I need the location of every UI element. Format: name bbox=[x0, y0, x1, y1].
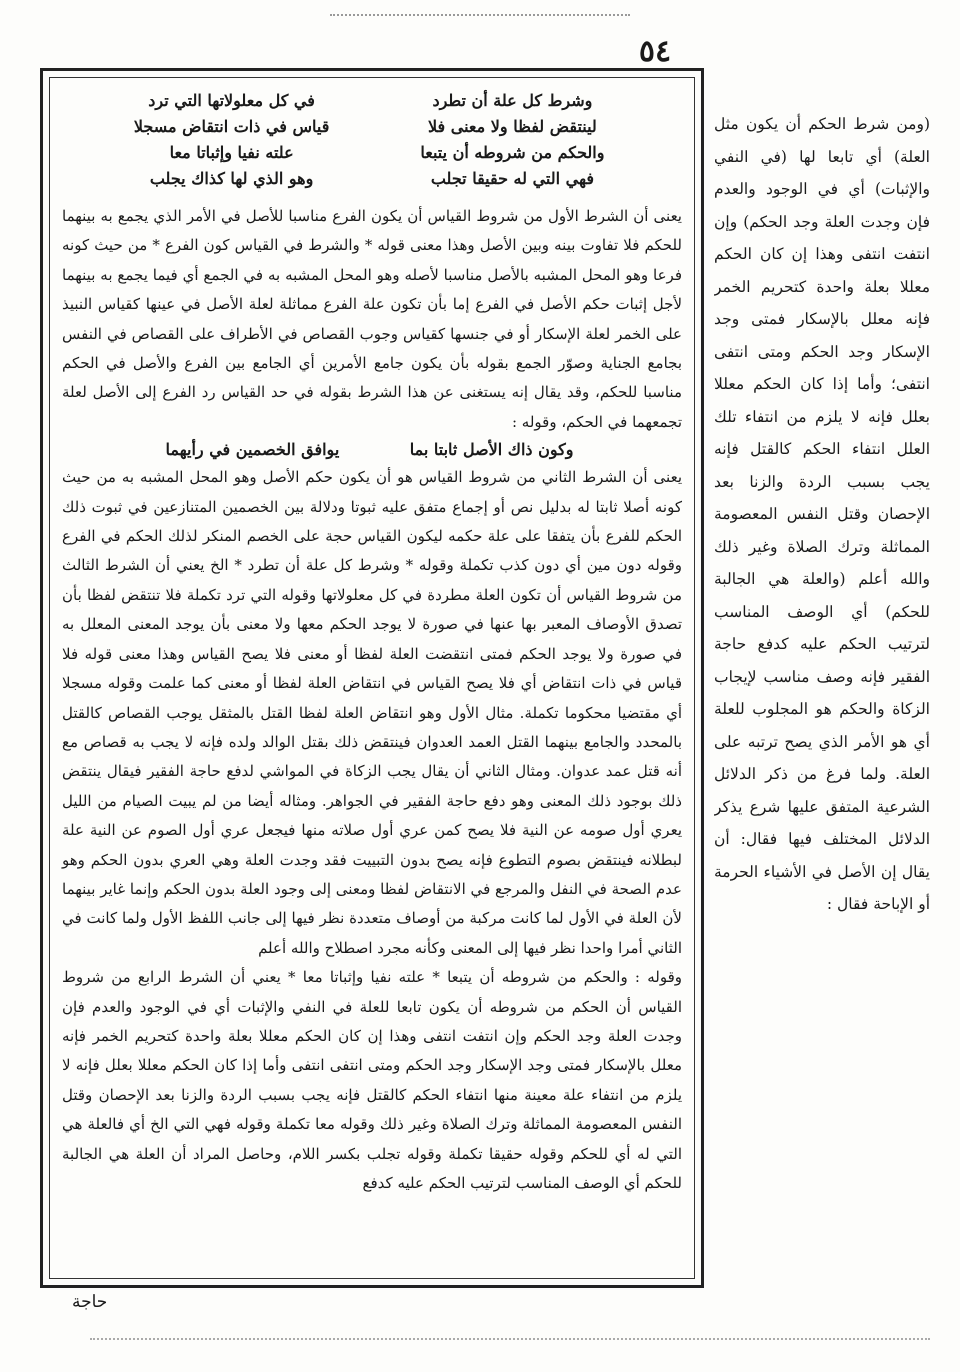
verse-line bbox=[102, 114, 642, 140]
main-text-frame bbox=[40, 68, 704, 1288]
verse-block bbox=[62, 84, 682, 198]
verse-hemistich: في كل معلولاتها التي ترد bbox=[148, 91, 315, 110]
verse-hemistich: يوافق الخصمين في رأيهما bbox=[165, 440, 340, 460]
verse-hemistich: وشرط كل علة أن تطرد bbox=[432, 91, 593, 110]
commentary-paragraph: وقوله : والحكم من شروطه أن يتبعا * علته نفيا وإثباتا معا * يعني أن الشرط الرابع من شروط القياس أن الحكم من شروطه أن يكون تابعا للعلة في النفي والإثبات أي في الوجود والعدم فإن وجدت العلة وجد الحكم وإن انتفت انتفى وهذا إن كان الحكم معللا بعلة واحدة كتحريم الخمر فإنه معلل بالإسكار فمتى وجد الإسكار وجد الحكم ومتى انتفى انتفى وأما إذا كان الحكم معللا بعلل فإنه لا يلزم من انتفاء علة معينة منها انتفاء الحكم كالقتل فإنه يجب بسبب الردة والزنا بعد الإحصان وقتل النفس المعصومة المماثلة وترك الصلاة وغير ذلك وقوله معا تكملة وقوله فهي التي الخ أي فالعلة هي التي له أي للحكم وقوله حقيقا تكملة وقوله تجلب بكسر اللام، وحاصل المراد أن العلة هي الجالبة للحكم أي الوصف المناسب لترتيب الحكم عليه كدفع bbox=[62, 968, 682, 1192]
verse-line bbox=[102, 88, 642, 114]
verse-hemistich: فهي التي له حقيقا تجلب bbox=[430, 169, 594, 188]
page-number: ٥٤ bbox=[638, 34, 672, 69]
verse-line bbox=[102, 166, 642, 192]
verse-hemistich: لينتقض لفظا ولا معنى فلا bbox=[428, 117, 597, 136]
verse-line bbox=[102, 140, 642, 166]
commentary-paragraph: يعنى أن الشرط الثاني من شروط القياس هو أن يكون حكم الأصل وهو المحل المشبه به من حيث كونه أصلا ثابتا له بدليل نص أو إجماع متفق عليه ثبوتا ودلالة بين الخصمين المتنازعين في ثبوت ذلك الحكم للفرع بأن يتفقا على علة حكمه ليكون القياس حجة على الخصم المنكر لذلك الحكم في الفرع وقوله دون مين أي دون كذب تكملة وقوله * وشرط كل علة أن تطرد * الخ يعني أن الشرط الثالث من شروط القياس أن تكون العلة مطردة في كل معلولاتها وقوله التي ترد تكملة فلا تنتقض لفظا بأن تصدق الأوصاف المعبر بها عنها في صورة لا يوجد الحكم معها ولا معنى بأن يوجد المعنى المعلل به في صورة ولا يوجد الحكم فمتى انتقضت العلة لفظا أو معنى فلا يصح القياس وهذا معنى قوله فلا قياس في ذات انتقاض أي فلا يصح القياس في انتقاض العلة لفظا أو معنى كما علمت وقوله مسجلا أي مقتضيا محكوما تكملة. مثال الأول وهو انتقاض العلة لفظا القتل بالمثقل يوجب القصاص كالقتل بالمحدد والجامع بينهما القتل العمد العدوان فينتقض ذلك بقتل الوالد ولده فإنه لا يجب به قصاص مع أنه قتل عمد عدوان. ومثال الثاني أن يقال يجب الزكاة في المواشي لدفع حاجة الفقير فيقال ينتقض ذلك بوجود ذلك المعنى وهو دفع حاجة الفقير في الجواهر. ومثاله أيضا من لم يبيت الصيام من الليل يعري أول صومه عن النية فلا يصح كمن عري أول صلاته منها فيجعل عري أول الصوم عن النية علة لبطلانه فينتقض بصوم التطوع فإنه يصح بدون التبييت فقد وجدت العلة وهي العري بدون الحكم وهو عدم الصحة في النفل والمرجع في الانتقاض لفظا ومعنى إلى وجود العلة بدون الحكم وإنما غاير بينهما لأن العلة في الأول لما كانت مركبة من أوصاف متعددة نظر فيها إلى جانب اللفظ الأول ولما كانت في الثاني أمرا واحدا نظر فيها إلى المعنى وكأنه مجرد اصطلاح والله أعلم bbox=[62, 468, 682, 957]
verse-hemistich: وكون ذاك الأصل ثابتا بما bbox=[409, 440, 574, 460]
verse-hemistich: والحكم من شروطه أن يتبعا bbox=[420, 143, 605, 162]
verse-hemistich: علته نفيا وإثباتا معا bbox=[169, 143, 294, 162]
verse-hemistich: وهو الذي لها كذاك يجلب bbox=[149, 169, 314, 188]
margin-commentary bbox=[714, 108, 930, 1258]
catchword: حاجة bbox=[72, 1292, 108, 1312]
commentary-paragraph: يعنى أن الشرط الأول من شروط القياس أن يكون الفرع مناسبا للأصل في الأمر الذي يجمع به بينهما للحكم فلا تفاوت بينه وبين الأصل وهذا معنى قوله * والشرط في القياس كون الفرع * من حيث كونه فرعا وهو المحل المشبه بالأصل مناسبا لأصله وهو المحل المشبه به في الجمع أي فيما يجمع به بينهما لأجل إثبات حكم الأصل في الفرع إما بأن تكون علة الفرع مماثلة لعلة الأصل في عينها كقياس النبيذ على الخمر لعلة الإسكار أو في جنسها كقياس وجوب القصاص في الأطراف على القصاص في النفس بجامع الجناية وصوّر الجمع بقوله بأن يكون جامع الأمرين أي الجامع بين الفرع والأصل في الحكم مناسبا للحكم، وقد يقال إنه يستغنى عن هذا الشرط بقوله في حد القياس رد الفرع إلى الأصل لعلة تجمعهما في الحكم، وقوله : bbox=[62, 207, 682, 431]
inline-verse-line bbox=[62, 437, 682, 463]
verse-hemistich: قياس في ذات انتقاض مسجلا bbox=[133, 117, 330, 136]
top-margin-noise bbox=[330, 14, 630, 26]
bottom-margin-noise bbox=[90, 1332, 930, 1340]
margin-commentary-text: (ومن شرط الحكم أن يكون مثل العلة) أي تابعا لها (في النفي والإثبات) أي في الوجود والعدم فإن وجدت العلة وجد الحكم) وإن انتفت انتفى وهذا إن كان الحكم معللا بعلة واحدة كتحريم الخمر فإنه معلل بالإسكار فمتى وجد الإسكار وجد الحكم ومتى انتفى انتفى؛ وأما إذا كان الحكم معللا بعلل فإنه لا يلزم من انتفاء تلك العلل انتفاء الحكم كالقتل فإنه يجب بسبب الردة والزنا بعد الإحصان وقتل النفس المعصومة المماثلة وترك الصلاة وغير ذلك والله أعلم (والعلة هي الجالبة للحكم) أي الوصف المناسب لترتيب الحكم عليه كدفع حاجة الفقير فإنه وصف مناسب لإيجاب الزكاة والحكم هو المجلوب للعلة أي هو الأمر الذي يصح ترتبه على العلة. ولما فرغ من ذكر الدلائل الشرعية المتفق عليها شرع يذكر الدلائل المختلف فيها فقال: أن يقال إن الأصل في الأشياء الحرمة أو الإباحة فقال : bbox=[714, 115, 930, 913]
main-text-body bbox=[49, 77, 695, 1279]
